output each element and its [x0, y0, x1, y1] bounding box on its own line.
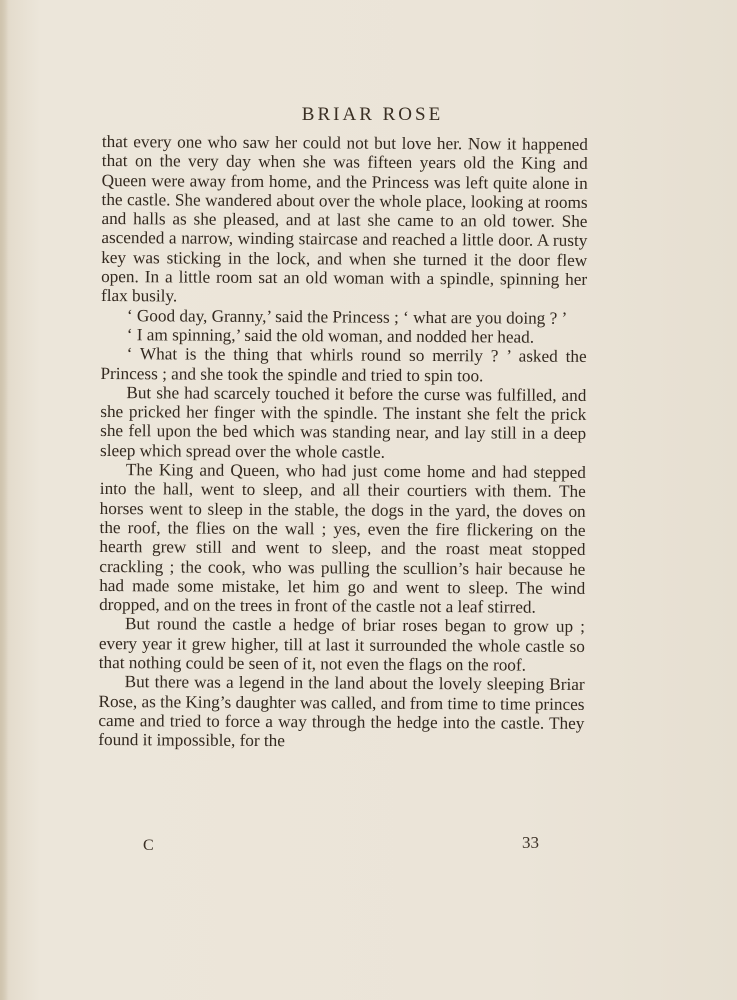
body-text: [98, 132, 588, 752]
paragraph: But she had scarcely touched it before the curse was fulfilled, and she pricked her finger with the spindle. The instant she felt the prick she fell upon the bed which was standing near, and lay still in a deep sleep which spread over the whole castle.: [99, 383, 587, 462]
paragraph: But there was a legend in the land about the lovely sleeping Briar Rose, as the King’s daughter was called, and from time to time princes came and tried to force a way through the hedge into the castle. They found it impossible, for the: [98, 672, 585, 751]
paragraph: ‘ What is the thing that whirls round so merrily ? ’ asked the Princess ; and she took the spindle and tried to spin too.: [100, 344, 587, 385]
paragraph: But round the castle a hedge of briar roses began to grow up ; every year it grew higher, till at last it surrounded the whole castle so that nothing could be seen of it, not even the flags on the roof.: [98, 614, 586, 675]
page-number: 33: [522, 833, 539, 852]
paragraph: ‘ I am spinning,’ said the old woman, and nodded her head.: [126, 325, 535, 347]
page-title: BRIAR ROSE: [301, 104, 444, 125]
paragraph: that every one who saw her could not but love her. Now it happened that on the very day when she was fifteen years old the King and Queen were away from home, and the Princess was left quite alone in the castle. She wandered about over the whole place, looking at rooms and halls as she pleased, and at last she came to an old tower. She ascended a narrow, winding staircase and reached a little door. A rusty key was sticking in the lock, and when she turned it the door flew open. In a little room sat an old woman with a spindle, spinning her flax busily.: [100, 132, 588, 306]
signature-mark: C: [143, 837, 154, 854]
paragraph: The King and Queen, who had just come home and had stepped into the hall, went to sleep, and all their courtiers with them. The horses went to sleep in the stable, the dogs in the yard, the doves on the roof, the flies on the wall ; yes, even the fire flickering on the hearth grew still and went to sleep, and the roast meat stopped crackling ; the cook, who was pulling the scullion’s hair because he had made some mistake, let him go and went to sleep. The wind dropped, and on the trees in front of the castle not a leaf stirred.: [99, 460, 586, 617]
paragraph: ‘ Good day, Granny,’ said the Princess ; ‘ what are you doing ? ’: [126, 305, 568, 328]
